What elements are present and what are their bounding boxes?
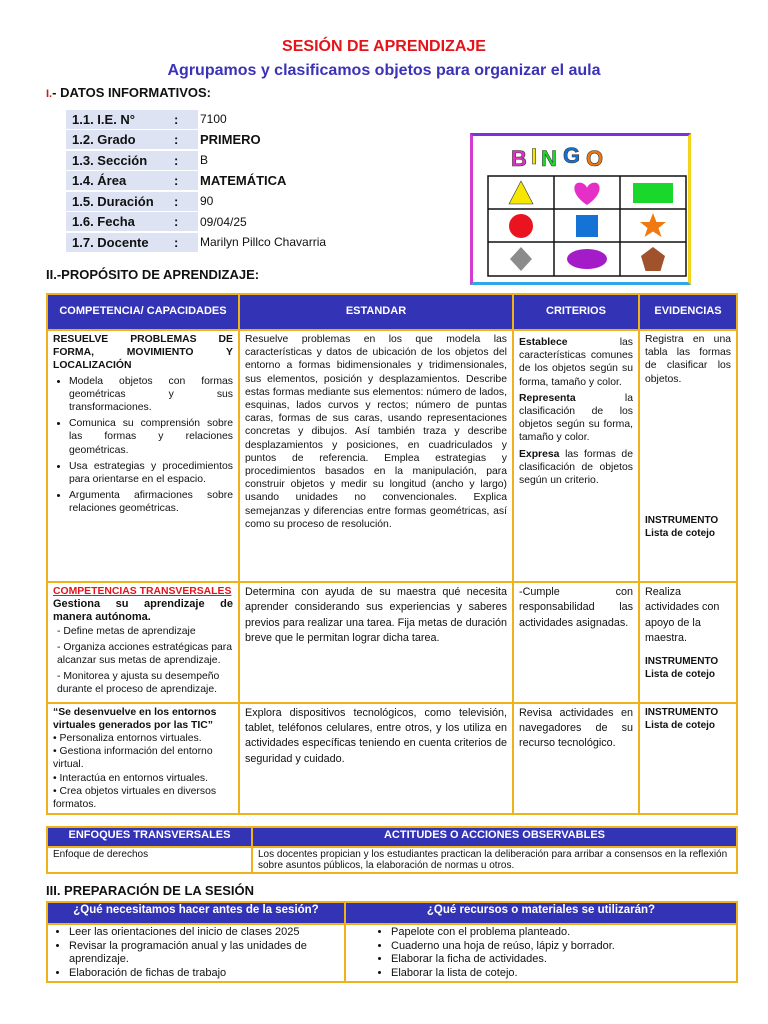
criterio-verb: Expresa: [519, 448, 560, 460]
purpose-table: [46, 293, 738, 815]
info-row-fecha: [66, 212, 326, 233]
list-item: • Revisar la programación anual y las unidades de aprendizaje.: [69, 940, 339, 967]
section-number: I.: [46, 88, 53, 100]
competencia-cell: [47, 330, 239, 582]
estandar-cell: Explora dispositivos tecnológicos, como televisión, tablet, teléfonos celulares, entre otros, y los utiliza en actividades específicas teniendo en cuenta criterios de seguridad y cuidado.: [239, 703, 513, 815]
square-shape: [576, 215, 598, 237]
info-label: 1.6. Fecha: [66, 212, 174, 231]
section-datos-informativos: [46, 85, 211, 100]
info-label: 1.1. I.E. N°: [66, 110, 174, 129]
info-colon: :: [174, 212, 198, 231]
list-item-text: Crea objetos virtuales en diversos formatos.: [53, 785, 217, 811]
info-label: 1.7. Docente: [66, 233, 174, 252]
capacidades-list: [53, 375, 233, 516]
criterio-item: [519, 448, 633, 488]
list-item: • Modela objetos con formas geométricas y sus transformaciones.: [69, 375, 233, 415]
prep-row: [47, 924, 737, 982]
purpose-row-transversal: [47, 582, 737, 703]
info-colon: :: [174, 130, 198, 149]
bingo-illustration: [473, 136, 688, 282]
star-shape: [640, 213, 666, 237]
recursos-list: [351, 926, 731, 980]
triangle-shape: [509, 181, 533, 204]
list-item-text: Gestiona información del entorno virtual.: [53, 746, 213, 771]
list-item-text: Define metas de aprendizaje: [63, 625, 196, 637]
info-value: 09/04/25: [200, 214, 247, 229]
info-colon: :: [174, 110, 198, 129]
instrumento-value: Lista de cotejo: [645, 719, 716, 731]
evidencia-text: Registra en una tabla las formas de clasificar los objetos.: [645, 334, 731, 385]
list-item: • Usa estrategias y procedimientos para orientarse en el espacio.: [69, 460, 233, 486]
info-table: [66, 109, 326, 253]
list-item: • Crea objetos virtuales en diversos formatos.: [53, 785, 217, 811]
pentagon-shape: [641, 247, 665, 271]
list-item: • Elaboración de fichas de trabajo: [69, 967, 339, 981]
criterio-item: [519, 336, 633, 389]
info-row-seccion: [66, 150, 326, 171]
header-criterios: CRITERIOS: [513, 294, 639, 330]
evidencias-cell: [639, 330, 737, 582]
purpose-header-row: [47, 294, 737, 330]
ellipse-shape: [567, 249, 607, 269]
info-row-docente: [66, 232, 326, 253]
criterios-cell: [513, 330, 639, 582]
svg-text:O: O: [586, 146, 604, 171]
header-competencia: COMPETENCIA/ CAPACIDADES: [47, 294, 239, 330]
list-item: - Organiza acciones estratégicas para alcanzar sus metas de aprendizaje.: [57, 641, 233, 667]
info-label: 1.2. Grado: [66, 130, 174, 149]
rectangle-shape: [633, 183, 673, 203]
section-label: - DATOS INFORMATIVOS:: [52, 85, 212, 100]
criterio-text: la clasificación de los objetos según su forma, tamaño y color.: [519, 392, 633, 444]
header-actitudes: ACTITUDES O ACCIONES OBSERVABLES: [252, 827, 737, 847]
preparation-table: [46, 901, 738, 983]
info-colon: :: [174, 151, 198, 170]
list-item: • Interactúa en entornos virtuales.: [53, 772, 208, 784]
competencia-title: “Se desenvuelve en los entornos virtuales generados por las TIC”: [53, 706, 217, 731]
page-title: SESIÓN DE APRENDIZAJE: [282, 38, 486, 55]
instrumento-value: Lista de cotejo: [645, 528, 716, 540]
bingo-image: [470, 133, 691, 285]
info-label: 1.4. Área: [66, 171, 174, 190]
info-row-grado: [66, 130, 326, 151]
estandar-cell: Determina con ayuda de su maestra qué necesita aprender considerando sus experiencias y saberes previos para realizar una tarea. Fija metas de duración breve que le permitan lograr dicha tarea.: [239, 582, 513, 703]
page-subtitle: Agrupamos y clasificamos objetos para organizar el aula: [167, 62, 601, 79]
list-item: • Gestiona información del entorno virtual.: [53, 746, 213, 771]
instrumento-label: INSTRUMENTO: [645, 706, 719, 718]
capacidades-list: [53, 625, 233, 697]
criterio-text: las características comunes de los objetos según su forma, tamaño y color.: [519, 337, 633, 388]
info-value: B: [200, 153, 209, 168]
criterio-item: [519, 392, 633, 445]
header-recursos: ¿Qué recursos o materiales se utilizarán?: [345, 902, 737, 924]
competencia-cell: [47, 703, 239, 815]
evidencias-cell: [639, 703, 737, 815]
list-item: • Papelote con el problema planteado.: [391, 926, 731, 940]
list-item: • Personaliza entornos virtuales.: [53, 733, 202, 745]
criterio-text: las formas de clasificación de objetos según un criterio.: [519, 448, 633, 487]
info-value: 7100: [200, 112, 227, 127]
info-value: MATEMÁTICA: [200, 173, 287, 189]
transversal-header: COMPETENCIAS TRANSVERSALES: [53, 586, 232, 597]
criterios-cell: Revisa actividades en navegadores de su recurso tecnológico.: [513, 703, 639, 815]
section-proposito: II.-PROPÓSITO DE APRENDIZAJE:: [46, 267, 260, 282]
enfoques-table: [46, 826, 738, 874]
info-colon: :: [174, 192, 198, 211]
list-item: - Monitorea y ajusta su desempeño durante el proceso de aprendizaje.: [57, 671, 220, 696]
criterio-verb: Representa: [519, 392, 576, 404]
purpose-row-matematica: [47, 330, 737, 582]
info-label: 1.3. Sección: [66, 151, 174, 170]
enfoques-row: [47, 847, 737, 873]
list-item: - Define metas de aprendizaje: [57, 625, 196, 637]
info-row-ie: [66, 109, 326, 130]
list-item: • Argumenta afirmaciones sobre relaciones geométricas.: [69, 489, 233, 515]
diamond-shape: [510, 247, 532, 271]
info-label: 1.5. Duración: [66, 192, 174, 211]
enfoque-cell: Enfoque de derechos: [47, 847, 252, 873]
circle-shape: [509, 214, 533, 238]
instrumento-label: INSTRUMENTO: [645, 655, 719, 667]
section-preparacion: III. PREPARACIÓN DE LA SESIÓN: [46, 883, 255, 898]
list-item: • Cuaderno una hoja de reúso, lápiz y borrador.: [391, 940, 731, 954]
svg-text:B: B: [511, 146, 527, 171]
header-antes: ¿Qué necesitamos hacer antes de la sesión?: [47, 902, 345, 924]
competencia-title: Gestiona su aprendizaje de manera autónoma.: [53, 598, 233, 624]
list-item-text: Monitorea y ajusta su desempeño durante el proceso de aprendizaje.: [57, 671, 220, 696]
estandar-cell: Resuelve problemas en los que modela las características y datos de ubicación de los objetos del entorno a formas bidimensionales y tridimensionales, sus elementos, posición y desplazamientos. Describe estas formas mediante sus elementos: número de lados, esquinas, lados curvos y rectos; número de puntas caras, formas de sus caras, usando representaciones concretas y dibujos. Así también traza y describe desplazamientos y posiciones, en cuadriculados y puntos de referencia. Emplea estrategias y procedimientos basados en la manipulación, para construir objetos y medir su longitud (ancho y largo) usando unidades no convencionales. Explica semejanzas y diferencias entre formas geométricas, así como su proceso de resolución.: [239, 330, 513, 582]
heart-shape: [574, 183, 599, 205]
list-item-text: Personaliza entornos virtuales.: [59, 733, 202, 745]
svg-text:G: G: [563, 143, 581, 168]
criterios-cell: -Cumple con responsabilidad las actividades asignadas.: [513, 582, 639, 703]
info-colon: :: [174, 171, 198, 190]
antes-cell: [47, 924, 345, 982]
bingo-logo: [511, 143, 603, 171]
criterio-verb: Establece: [519, 337, 568, 348]
info-colon: :: [174, 233, 198, 252]
list-item: • Elaborar la ficha de actividades.: [391, 953, 731, 967]
info-row-duracion: [66, 191, 326, 212]
list-item: • Leer las orientaciones del inicio de clases 2025: [69, 926, 339, 940]
recursos-cell: [345, 924, 737, 982]
svg-text:N: N: [541, 146, 557, 171]
list-item-text: Interactúa en entornos virtuales.: [59, 772, 208, 784]
prep-header-row: [47, 902, 737, 924]
info-value: 90: [200, 194, 214, 209]
info-value: PRIMERO: [200, 132, 261, 148]
info-value: Marilyn Pillco Chavarria: [200, 235, 327, 250]
actitud-cell: Los docentes propician y los estudiantes practican la deliberación para arribar a consensos en la reflexión sobre asuntos públicos, la elaboración de normas u otros.: [252, 847, 737, 873]
purpose-row-tic: [47, 703, 737, 815]
competencia-cell: [47, 582, 239, 703]
header-enfoques: ENFOQUES TRANSVERSALES: [47, 827, 252, 847]
enfoques-header-row: [47, 827, 737, 847]
header-evidencias: EVIDENCIAS: [639, 294, 737, 330]
header-estandar: ESTANDAR: [239, 294, 513, 330]
evidencias-cell: [639, 582, 737, 703]
list-item: • Comunica su comprensión sobre las formas y relaciones geométricas.: [69, 417, 233, 457]
evidencia-text: Realiza actividades con apoyo de la maestra.: [645, 586, 720, 645]
info-row-area: [66, 171, 326, 192]
instrumento-label: INSTRUMENTO: [645, 514, 719, 526]
list-item-text: Organiza acciones estratégicas para alcanzar sus metas de aprendizaje.: [57, 641, 233, 667]
instrumento-value: Lista de cotejo: [645, 668, 716, 680]
svg-text:I: I: [531, 144, 538, 169]
competencia-title: RESUELVE PROBLEMAS DE FORMA, MOVIMIENTO Y LOCALIZACIÓN: [53, 334, 233, 372]
antes-list: [53, 926, 339, 980]
list-item: • Elaborar la lista de cotejo.: [391, 967, 731, 981]
